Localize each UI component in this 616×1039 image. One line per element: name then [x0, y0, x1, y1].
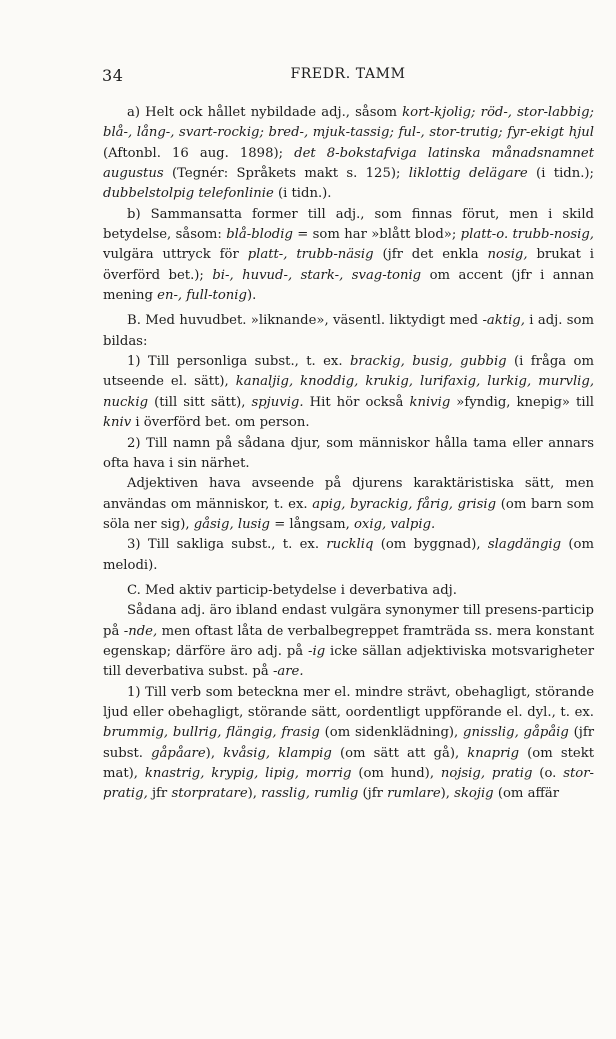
italic-term: gåpåare	[151, 745, 206, 761]
italic-term: apig, byrackig, fårig, grisig	[312, 496, 497, 512]
paragraph-B2	[103, 434, 594, 475]
italic-term: platt-, trubb-näsig	[247, 247, 374, 263]
text-run: ).	[246, 288, 257, 304]
text-run: 1) Till personliga subst., t. ex.	[127, 354, 350, 370]
text-run: brukat i överförd bet.);	[103, 247, 594, 283]
italic-term: kort-kjolig; röd-, stor-labbig; blå-, lång-, svart-rockig; bred-, mjuk-tassig; ful-, stor-trutig; fyr-ekigt hjul	[103, 105, 594, 141]
italic-term: -nde,	[123, 623, 158, 639]
text-run: ),	[247, 786, 262, 802]
italic-term: knivig	[409, 394, 451, 410]
text-run: om accent (jfr i annan mening	[103, 267, 594, 304]
text-run: (o.	[532, 766, 564, 781]
italic-term: kvåsig, klampig	[223, 745, 332, 761]
italic-term: -aktig,	[482, 313, 525, 329]
text-run: (om sidenklädning),	[319, 725, 464, 741]
text-run: b) Sammansatta former till adj., som finnas förut, men i skild betydelse, såsom:	[103, 206, 594, 243]
paragraph-C	[103, 581, 594, 601]
text-run: (jfr subst.	[103, 725, 595, 761]
text-run: Adjektiven hava avseende på djurens karaktäristiska sätt, men användas om människor, t. ex.	[103, 476, 594, 512]
italic-term: liklottig delägare	[408, 166, 528, 182]
text-run: = långsam,	[270, 516, 354, 532]
italic-term: slagdängig	[487, 537, 562, 553]
italic-term: ruckliq	[326, 537, 374, 553]
text-run: Hit hör också	[303, 394, 410, 410]
text-run: i adj. som bildas:	[103, 313, 595, 349]
italic-term: dubbelstolpig telefonlinie	[103, 186, 274, 202]
text-run: (Aftonbl. 16 aug. 1898);	[103, 145, 295, 161]
text-run: (om barn som söla ner sig),	[103, 496, 594, 532]
text-run: i överförd bet. om person.	[131, 415, 310, 431]
paragraph-a	[103, 103, 594, 205]
text-run: (i tidn.).	[273, 186, 332, 202]
paragraph-B2b	[103, 474, 594, 535]
italic-term: kniv	[103, 415, 132, 431]
text-run: ),	[205, 745, 224, 761]
text-run: »fyndig, knepig» till	[450, 394, 594, 410]
body-text	[103, 103, 594, 805]
text-run: (om sätt att gå),	[331, 745, 468, 761]
italic-term: brummig, bullrig, flängig, frasig	[103, 725, 320, 741]
text-run: jfr	[147, 786, 172, 802]
italic-term: kanaljig, knoddig, krukig, lurifaxig, lurkig, murvlig, nuckig	[103, 374, 595, 410]
paragraph-C0	[103, 601, 594, 682]
italic-term: oxig, valpig.	[353, 516, 436, 532]
italic-term: brackig, busig, gubbig	[349, 354, 507, 370]
text-run: C. Med aktiv particip-betydelse i deverbativa adj.	[127, 582, 457, 598]
italic-term: bi-, huvud-, stark-, svag-tonig	[212, 267, 422, 283]
paragraph-B3	[103, 535, 594, 576]
italic-term: knaprig	[467, 745, 520, 761]
italic-term: rasslig, rumlig	[261, 786, 359, 802]
italic-term: storpratare	[171, 786, 248, 802]
italic-term: rumlare	[387, 786, 441, 802]
text-run: vulgära uttryck för	[103, 247, 248, 263]
text-run: (om stekt mat),	[103, 745, 595, 781]
text-run: ),	[440, 786, 455, 802]
text-run: icke sällan adjektiviska motsvarigheter till deverbativa subst. på	[103, 643, 594, 680]
text-run: (om melodi).	[103, 537, 594, 573]
italic-term: spjuvig.	[251, 394, 304, 410]
text-run: 2) Till namn på sådana djur, som människor hålla tama eller annars ofta hava i sin närhet.	[103, 435, 594, 471]
text-run: = som har »blått blod»;	[292, 227, 461, 243]
page-number: 34	[102, 66, 124, 85]
italic-term: skojig	[454, 786, 494, 802]
text-run: (till sitt sätt),	[148, 394, 252, 410]
paragraph-B1	[103, 352, 594, 433]
italic-term: det 8-bokstafviga latinska månadsnamnet augustus	[103, 145, 594, 182]
text-run: (i fråga om utseende el. sätt),	[103, 354, 594, 390]
text-run: men oftast låta de verbalbegreppet framträda ss. mera konstant egenskap; därföre äro adj. på	[103, 623, 594, 659]
text-run: (om byggnad),	[373, 537, 488, 553]
italic-term: -ig	[308, 643, 326, 659]
paragraph-C1	[103, 683, 594, 805]
text-run: (jfr	[358, 786, 388, 802]
italic-term: gnisslig, gåpåig	[463, 725, 569, 741]
text-run: (om hund),	[351, 766, 441, 781]
paragraph-B	[103, 311, 594, 352]
text-run: a) Helt ock hållet nybildade adj., såsom	[127, 105, 403, 120]
text-run: (jfr det enkla	[373, 247, 488, 263]
italic-term: blå-blodig	[226, 227, 293, 243]
italic-term: gåsig, lusig	[193, 516, 270, 532]
text-run: B. Med huvudbet. »liknande», väsentl. liktydigt med	[127, 313, 483, 329]
italic-term: knastrig, krypig, lipig, morrig	[144, 766, 352, 781]
page-header	[102, 66, 594, 86]
text-run: Sådana adj. äro ibland endast vulgära synonymer till presens-particip på	[103, 603, 594, 639]
text-run: 3) Till sakliga subst., t. ex.	[127, 537, 327, 553]
italic-term: stor-pratig,	[103, 766, 594, 802]
paragraph-b	[103, 205, 594, 307]
italic-term: nojsig, pratig	[440, 766, 533, 781]
italic-term: platt-o. trubb-nosig,	[460, 227, 594, 243]
text-run: (Tegnér: Språkets makt s. 125);	[163, 166, 409, 182]
text-run: 1) Till verb som beteckna mer el. mindre strävt, obehagligt, störande ljud eller obehagligt, störande sätt, oordentligt uppförande el. dyl., t. ex.	[103, 684, 594, 720]
italic-term: en-, full-tonig	[157, 288, 247, 304]
text-run: (om affär	[493, 786, 559, 802]
italic-term: nosig,	[487, 247, 528, 263]
text-run: (i tidn.);	[527, 166, 594, 182]
italic-term: -are.	[272, 664, 304, 680]
running-head: FREDR. TAMM	[290, 66, 406, 82]
